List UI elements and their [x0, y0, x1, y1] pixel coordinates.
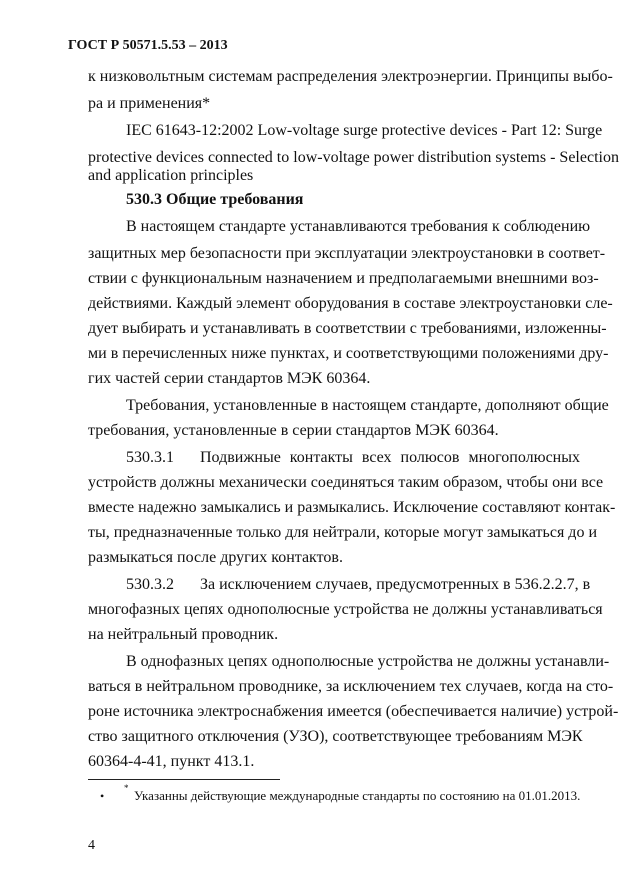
document-header: ГОСТ Р 50571.5.53 – 2013: [68, 38, 228, 53]
iec-reference-line: IEC 61643-12:2002 Low-voltage surge protective devices - Part 12: Surge: [126, 122, 603, 139]
footnote-marker: *: [124, 783, 129, 793]
paragraph-line: роне источника электроснабжения имеется (обеспечивается наличие) устрой-: [88, 703, 619, 720]
paragraph-line: ваться в нейтральном проводнике, за исключением тех случаев, когда на сто-: [88, 678, 614, 695]
intro-line: ра и применения*: [88, 95, 211, 112]
paragraph-line: требования, установленные в серии стандартов МЭК 60364.: [88, 422, 499, 439]
paragraph-line: ствии с функциональным назначением и предполагаемыми внешними воз-: [88, 270, 599, 287]
paragraph-line: Требования, установленные в настоящем стандарте, дополняют общие: [126, 397, 609, 414]
footnote-bullet: •: [100, 789, 105, 803]
clause-number: 530.3.1: [126, 449, 174, 466]
iec-reference-line: protective devices connected to low-voltage power distribution systems - Selection: [88, 149, 619, 166]
clause-first-line: Подвижные контакты всех полюсов многополюсных: [200, 449, 580, 466]
paragraph-line: на нейтральный проводник.: [88, 626, 279, 643]
paragraph-line: действиями. Каждый элемент оборудования в составе электроустановки сле-: [88, 295, 613, 312]
paragraph-line: многофазных цепях однополюсные устройства не должны устанавливаться: [88, 601, 603, 618]
paragraph-line: защитных мер безопасности при эксплуатации электроустановки в соответ-: [88, 245, 606, 262]
iec-reference-line: and application principles: [88, 167, 254, 184]
section-heading: 530.3 Общие требования: [126, 191, 304, 208]
paragraph-line: дует выбирать и устанавливать в соответствии с требованиями, изложенны-: [88, 320, 607, 337]
paragraph-line: гих частей серии стандартов МЭК 60364.: [88, 370, 371, 387]
clause-first-line: За исключением случаев, предусмотренных в 536.2.2.7, в: [200, 576, 591, 593]
paragraph-line: ство защитного отключения (УЗО), соответствующее требованиям МЭК: [88, 728, 583, 745]
paragraph-line: ты, предназначенные только для нейтрали, которые могут замыкаться до и: [88, 524, 597, 541]
footnote-divider: [88, 779, 280, 780]
paragraph-line: В однофазных цепях однополюсные устройства не должны устанавли-: [126, 653, 610, 670]
paragraph-line: размыкаться после других контактов.: [88, 549, 343, 566]
intro-line: к низковольтным системам распределения электроэнергии. Принципы выбо-: [88, 68, 613, 85]
paragraph-line: вместе надежно замыкались и размыкались. Исключение составляют контак-: [88, 499, 616, 516]
paragraph-line: ми в перечисленных ниже пунктах, и соответствующими положениями дру-: [88, 345, 609, 362]
page-number: 4: [88, 838, 95, 853]
paragraph-line: устройств должны механически соединяться таким образом, чтобы они все: [88, 474, 604, 491]
paragraph-line: 60364-4-41, пункт 413.1.: [88, 753, 255, 770]
clause-number: 530.3.2: [126, 576, 174, 593]
footnote-text: Указанны действующие международные стандарты по состоянию на 01.01.2013.: [134, 788, 581, 803]
paragraph-line: В настоящем стандарте устанавливаются требования к соблюдению: [126, 218, 591, 235]
